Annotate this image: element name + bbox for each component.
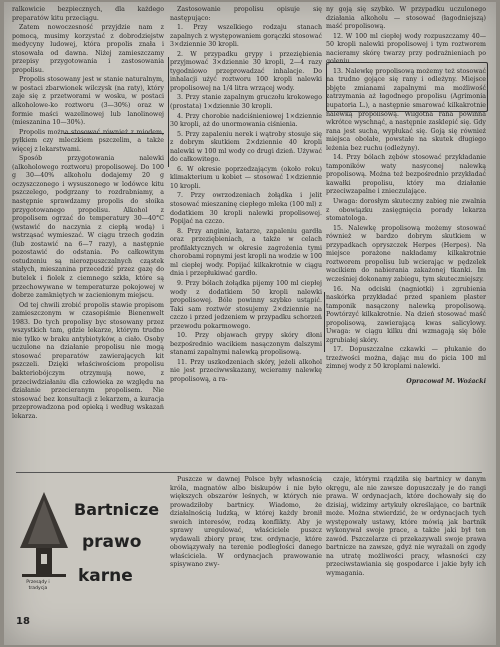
text-column-1 xyxy=(12,6,164,422)
paragraph: 14. Przy bólach zębów stosować przykładanie tamponików waty nasyconej nalewką propolisową. Można też bezpośrednio przykładać kawałki propolisu, który ma działanie przeciwzapalne i znieczulające. xyxy=(326,154,486,196)
paragraph: 15. Nalewkę propolisową możemy stosować również w bardzo dobrym skutkiem w przypadkach opryszczek Herpes (Herpes). Na miejsce porażone nakładamy kilkakrotnie roztworem propolisu lub wcierając w pędzelek wacikiem do nabierania zakażonej tkanki. Im wcześniej dokonamy zabiegu, tym skuteczniejszy. xyxy=(326,224,486,283)
paragraph: Propolis można stosować również z miodem, pyłkiem czy mleczkiem pszczelim, a także więcej z lekarstwami. xyxy=(12,128,164,153)
paragraph: 7. Przy owrzodzeniach żołądka i jelit stosować mieszaninę ciepłego mleka (100 ml) z dodatkiem 30 kropli nalewki propolisowej. Popijać na czczo. xyxy=(170,192,322,226)
page-number: 18 xyxy=(16,616,30,627)
beehive-hut-icon xyxy=(16,488,72,588)
paragraph: 3. Przy stanie zapalnym gruczołu krokowego (prostata) 1×dziennie 30 kropli. xyxy=(170,94,322,111)
magazine-page xyxy=(4,2,496,645)
pen-underline-mark xyxy=(64,121,164,134)
paragraph: ralkowicie bezpiecznych, dla każdego preparatów kitu przeciągu. xyxy=(12,6,164,22)
section-logo xyxy=(16,488,164,608)
author-signature: Opracował M. Woźacki xyxy=(406,377,486,385)
pen-margin-line xyxy=(324,292,327,352)
paragraph: 8. Przy anginie, katarze, zapaleniu gardła oraz przeziębieniach, a także w celach profilaktycznych w okresie zagrożenia tymi chorobami ropnymi jest kropli na wodzie w 100 ml ciepłej wody. Popijać kilkakrotnie w ciągu dnia i przepłukiwać gardło. xyxy=(170,227,322,278)
paragraph: 11. Przy uszkodzeniach skóry, jeżeli alkohol nie jest przeciwwskazany, wcieramy nalewkę propolisową, a ra- xyxy=(170,358,322,383)
paragraph: ny goją się szybko. W przypadku uczulonego działania alkoholu — stosować (łagodniejszą) maść propolisową. xyxy=(326,6,486,31)
logo-badge: Przesądy i tradycja xyxy=(26,580,50,591)
paragraph: Propolis stosowany jest w stanie naturalnym, w postaci zbarwionek wilczysk (na raty), który zaje się z przetworami w wosku, w postaci alkoholowe-ko roztworu (3—30%) oraz w formie maści wazelinowej lub lanolinowej (mieszanina 10—30%). xyxy=(12,76,164,127)
paragraph: 2. W przypadku grypy i przeziębienia przyjmować 3×dziennie 30 kropli, 2—4 razy tygodniowo przeprowadzać inhalacje. Do inhalacji użyć roztworu 100 kropli nalewki propolisowej na 1/4 litra wrzącej wody. xyxy=(170,50,322,92)
paragraph: 9. Przy bólach żołądka pijemy 100 ml ciepłej wody z dodatkiem 50 kropli nalewki propolisowej. Bóle powinny szybko ustąpić. Taki sam roztwór stosujemy 2×dziennie na czczo i przed jedzeniem w przypadku schorzeń przewodu pokarmowego. xyxy=(170,279,322,330)
paragraph: Uwaga: dorosłym skuteczny zabieg nie zwalnia z obowiązku zasięgnięcia porady lekarza stomatologa. xyxy=(326,198,486,223)
logo-title-line-3: karne xyxy=(78,566,133,586)
article-column-2 xyxy=(170,476,322,570)
paragraph: 4. Przy chorobie nadciśnieniowej 1×dziennie 30 kropli, aż do unormowania ciśnienia. xyxy=(170,112,322,129)
section-divider xyxy=(16,472,482,473)
paragraph: 12. W 100 ml ciepłej wody rozpuszczamy 40—50 kropli nalewki propolisowej i tym roztworem nacieramy skórę twarzy przy podrażnieniach po goleniu. xyxy=(326,32,486,66)
paragraph: Puszcze w dawnej Polsce były własnością króla, magnatów albo biskupów i nie było większych obszarów leśnych, w których nie prowadziłoby bartnicy. Wiadomo, że działalnością ludzką, w której każdy bronił swoich interesów, rodzą konflikty. Aby je sprawy uregulować, właściciele puszcz wydawali zbiory praw, tzw. ordynacje, które obowiązywały na terenie podległości danego właściciela. W ordynacjach prawowanie spisywano zwy- xyxy=(170,476,322,569)
pen-box-mark xyxy=(326,62,488,112)
paragraph: 6. W okresie poprzedzającym (około roku) klimakterium u kobiet — stosować 1×dziennie 10 kropli. xyxy=(170,165,322,190)
paragraph: Zatem nowoczesność przyjdzie nam z pomocą, musimy korzystać z dobrodziejstw medycyny ludowej, która propolis znała i stosowała od dawna. Niżej zamieszczamy przepisy przygotowania i zastosowania propolisu. xyxy=(12,24,164,74)
paragraph: 1. Przy wszelkiego rodzaju stanach zapalnych z występowaniem gorączki stosować 3×dziennie 30 kropli. xyxy=(170,24,322,49)
paragraph: 16. Na odciski (nagniotki) i zgrubienia naskórka przykładać przed spaniem plaster tamponik nasączony nalewką propolisową. Powtórzyć kilkakrotnie. Na dzień stosować maść propolisową, zawierającą kwas salicylowy. Uwaga: w ciągu kilku dni wzmagają się bóle zgrubiałej skóry. xyxy=(326,285,486,344)
paragraph: 17. Dopuszczalne czkawki — płukanie do trzeźwości można, dając mu do picia 100 ml zimnej wody z 50 kroplami nalewki. xyxy=(326,346,486,371)
logo-title-line-1: Bartnicze xyxy=(74,500,160,519)
text-column-2 xyxy=(170,6,322,386)
pen-margin-line xyxy=(168,57,172,167)
paragraph: Od tej chwili zrobić propolis stawie propisom zamieszczonym w czasopiśmie Bienenwelt 1983. Do tych propolisy byc stosowany przez wszystkich tam, gdzie lekarze, którym trudno nie tylko w braku antybiotyków, a ciało. Osoby uczulone na działanie propolisu nie mogą stosować preparatów zawierających kit pszczeli. Dzięki właściwościom propolisu bakteriobójczym otrzymują nowe, z przeciwdziałaniu dla człowieka ze względu na działanie przecieranym propolisem. Nie stosować bez konsultacji z lekarzem, a kuracja przeprowadzona pod opieką i według wskazań lekarza. xyxy=(12,301,164,420)
paragraph: Sposób przygotowania nalewki (alkoholowego roztworu) propolisowej. Do 100 g 30—40% alkoholu dodajemy 20 g oczyszczonego i wysuszonego w lodówce kitu pszczelego, podgrzany to rozdrabniamy, a następnie sprawdzamy propolis do słoika przygotowanego propolisu. Alkohol z propolisem ogrzać do temperatury 30—40°C (wstawić do naczynia z ciepłą wodą) i wstrząsać wymieszać. W ciągu trzech godzin (lub zostawić na 6—7 razy), a następnie pozostawić do odstania. Po całkowitym ostudzeniu są nierozpuszczalnych cząstek stałych, mieszanina przecedzić przez gazę do butelek i fiolek z ciemnego szkła, które są przechowywane w temperaturze pokojowej w dobrze zamkniętych w zacienionym miejscu. xyxy=(12,155,164,300)
paragraph: czaje, którymi rządziła się bartnicy w danym okręgu, ale nie zawsze dopuszczały je do rangi prawa. W ordynacjach, które dochowały się do dzisiaj, widzimy artykuły określające, co bartnik może. Można stwierdzić, że w ordynacjach tych występowały ustawy, które mówią jak bartnik wykonywał swoje prace, a także jaki był ten zawód. Pszczelarze ci przekazywali swoje prawa bartnicze na zawsze, gdyż nie wyrażali on zgody na utratę możliwości pracy, własności czy przeciwstawiania się gospodarce i jakie były ich wymagania. xyxy=(326,476,486,578)
paragraph: 5. Przy zapaleniu nerek i wątroby stosuje się z dobrym skutkiem 2×dziennie 40 kropli nalewki w 100 ml wody co drugi dzień. Używać do całkowitego. xyxy=(170,130,322,164)
paragraph: 13. Nalewkę propolisową możemy też stosować na trudno gojące się rany i odleżyny. Miejsce objęte zmianami zapalnymi ma możliwość zatrzymania aż łagodnego propolisu (Agrimonia eupatoria L.), a następnie smarować kilkakrotnie nalewką propolisową. Wilgotna rana powinna wkrótce wyschnąć, a następnie zasklepić się. Gdy rana jest sucha, wypłukać się. Goją się również miejsca obolałe, powstałe na skutek długiego leżenia bez ruchu (odleżyny). xyxy=(326,67,486,152)
article-column-3 xyxy=(326,476,486,579)
logo-title-line-2: prawo xyxy=(82,532,142,552)
paragraph: Zastosowanie propolisu opisuje się następująco: xyxy=(170,6,322,22)
paragraph: 10. Przy objawach grypy skóry dłoni bezpośrednio wacikiem nasączonym dalszymi stanami zapalnymi nalewką propolisową. xyxy=(170,332,322,357)
